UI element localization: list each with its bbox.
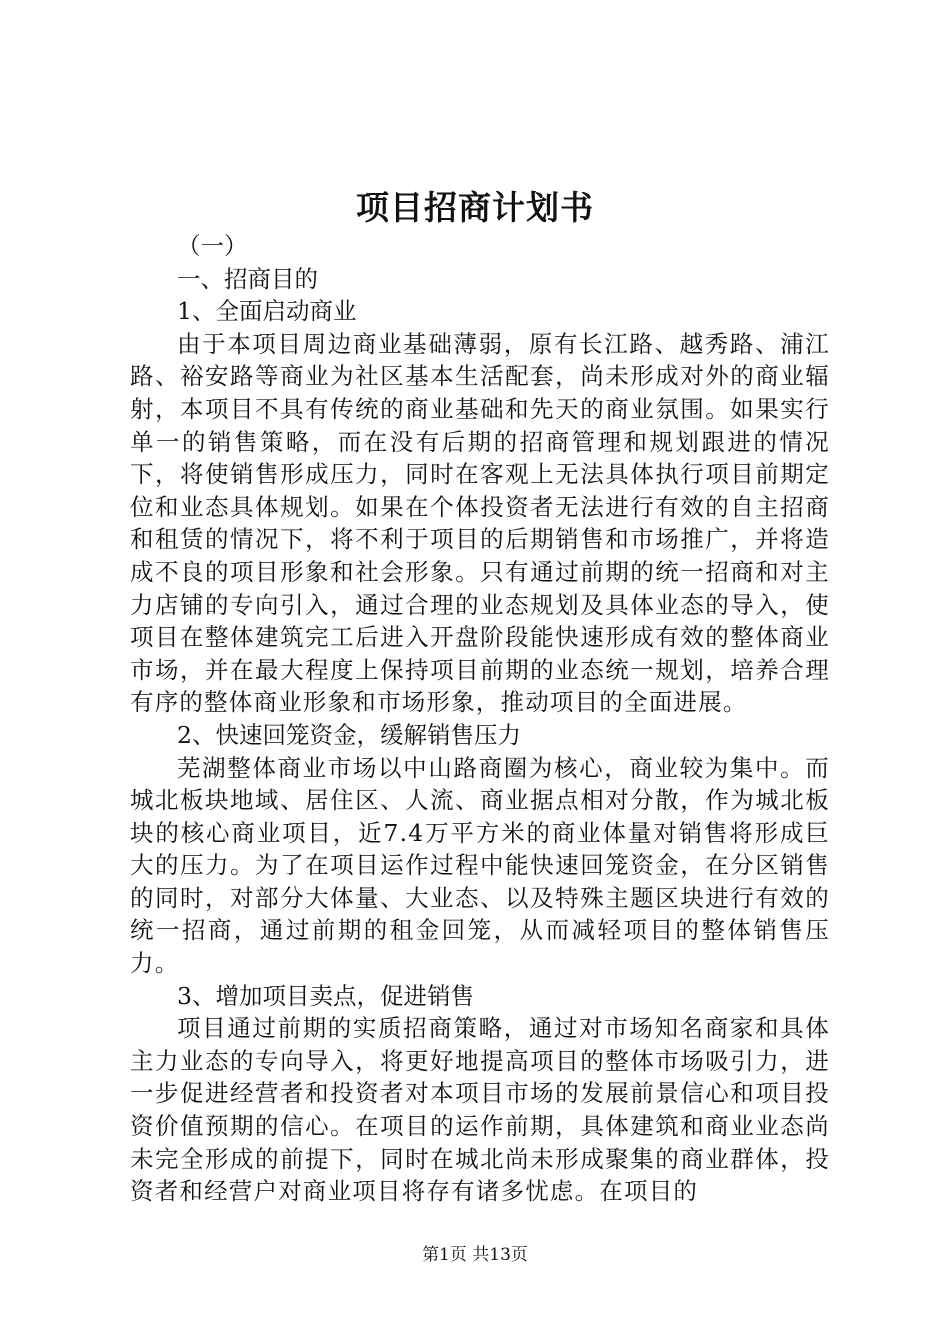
subheading-launch-business: 1、全面启动商业 xyxy=(177,297,357,326)
heading-purpose: 一、招商目的 xyxy=(177,264,318,293)
page-footer: 第1页 共13页 xyxy=(422,1245,528,1265)
section-number: （一） xyxy=(177,232,248,260)
paragraph-launch-business: 由于本项目周边商业基础薄弱，原有长江路、越秀路、浦江路、裕安路等商业为社区基本生活配套，尚未形成对外的商业辐射，本项目不具有传统的商业基础和先天的商业氛围。如果实行单一的销售策略，而在没有后期的招商管理和规划跟进的情况下，将使销售形成压力，同时在客观上无法具体执行项目前期定位和业态具体规划。如果在个体投资者无法进行有效的自主招商和租赁的情况下，将不利于项目的后期销售和市场推广，并将造成不良的项目形象和社会形象。只有通过前期的统一招商和对主力店铺的专向引入，通过合理的业态规划及具体业态的导入，使项目在整体建筑完工后进入开盘阶段能快速形成有效的整体商业市场，并在最大程度上保持项目前期的业态统一规划，培养合理有序的整体商业形象和市场形象，推动项目的全面进展。 xyxy=(130,329,830,717)
paragraph-selling-points: 项目通过前期的实质招商策略，通过对市场知名商家和具体主力业态的专向导入，将更好地提高项目的整体市场吸引力，进一步促进经营者和投资者对本项目市场的发展前景信心和项目投资价值预期的信心。在项目的运作前期，具体建筑和商业业态尚未完全形成的前提下，同时在城北尚未形成聚集的商业群体，投资者和经营户对商业项目将存有诸多忧虑。在项目的 xyxy=(130,1014,830,1206)
document-title: 项目招商计划书 xyxy=(356,188,594,227)
subheading-capital-recovery: 2、快速回笼资金，缓解销售压力 xyxy=(177,720,521,749)
document-body xyxy=(130,230,830,1208)
subheading-selling-points: 3、增加项目卖点，促进销售 xyxy=(177,981,474,1010)
paragraph-capital-recovery: 芜湖整体商业市场以中山路商圈为核心，商业较为集中。而城北板块地域、居住区、人流、商业据点相对分散，作为城北板块的核心商业项目，近7.4万平方米的商业体量对销售将形成巨大的压力。为了在项目运作过程中能快速回笼资金，在分区销售的同时，对部分大体量、大业态、以及特殊主题区块进行有效的统一招商，通过前期的租金回笼，从而减轻项目的整体销售压力。 xyxy=(130,753,830,978)
